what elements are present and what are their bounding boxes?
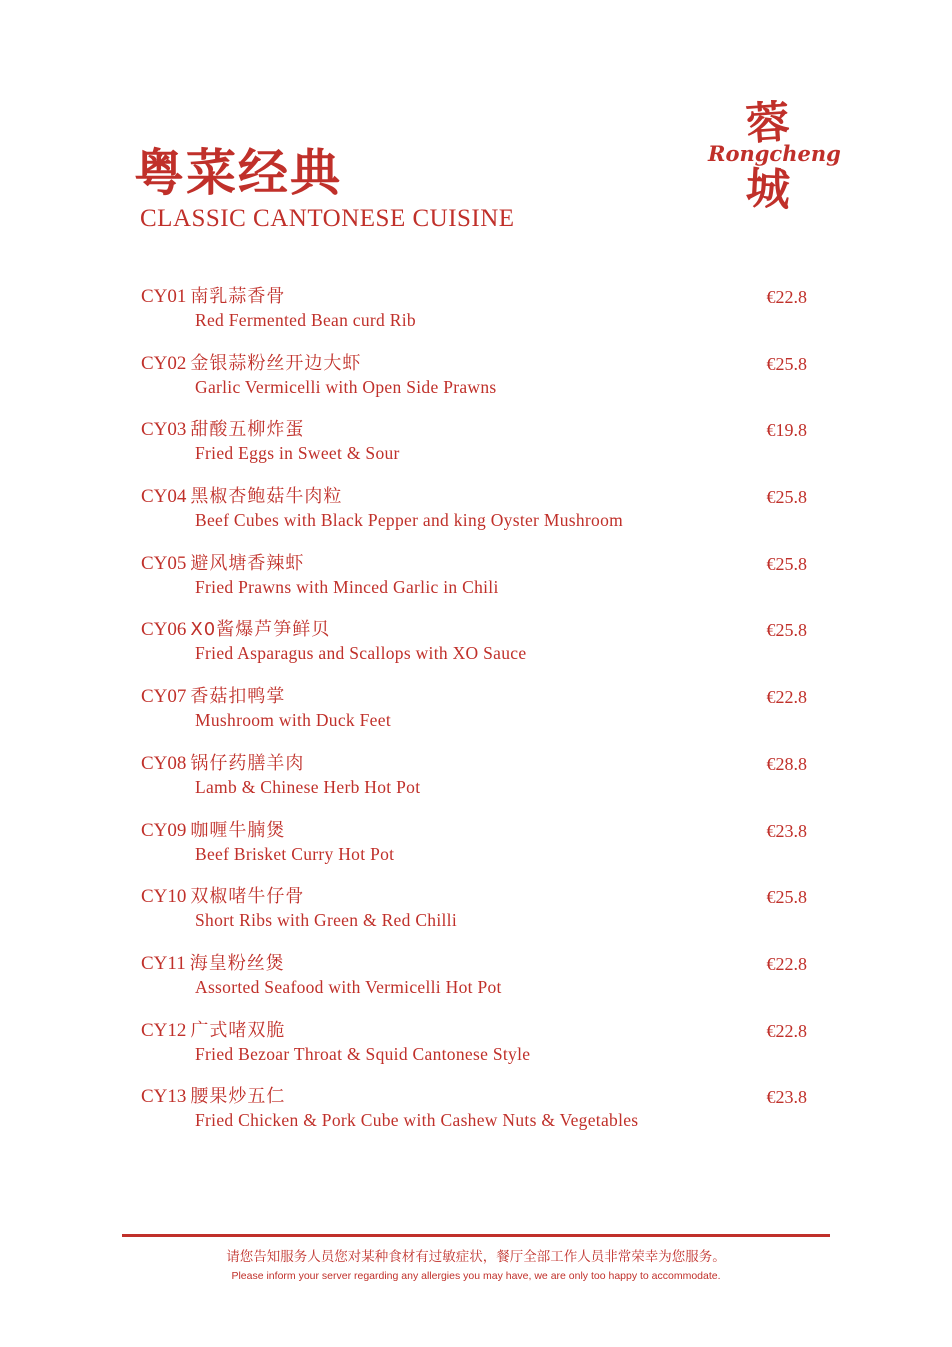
item-price: €22.8 (766, 1020, 807, 1041)
item-name-english: Fried Prawns with Minced Garlic in Chili (195, 576, 499, 597)
menu-item (141, 951, 831, 1018)
item-name-chinese: 海皇粉丝煲 (189, 952, 285, 974)
item-code: CY02 (141, 352, 187, 374)
item-name-english: Fried Asparagus and Scallops with XO Sauce (195, 643, 527, 664)
item-name-english: Red Fermented Bean curd Rib (195, 310, 416, 330)
menu-list (141, 284, 831, 1151)
footer-divider (122, 1234, 830, 1237)
menu-item (141, 818, 831, 885)
item-code: CY10 (141, 886, 187, 908)
item-name-chinese: 南乳蒜香骨 (190, 286, 286, 307)
item-code: CY09 (141, 819, 187, 841)
item-name-english: Mushroom with Duck Feet (195, 710, 391, 731)
item-code: CY03 (141, 419, 187, 441)
item-name-chinese: X0酱爆芦笋鲜贝 (190, 619, 331, 641)
item-name-english: Short Ribs with Green & Red Chilli (195, 910, 458, 931)
item-code: CY13 (141, 1086, 187, 1108)
item-name-chinese: 避风塘香辣虾 (190, 552, 305, 574)
allergy-notice-english: Please inform your server regarding any allergies you may have, we are only too happy to accommodate. (231, 1270, 721, 1282)
item-name-chinese: 香菇扣鸭掌 (190, 686, 286, 708)
item-code: CY12 (141, 1019, 187, 1041)
item-price: €22.8 (766, 953, 807, 974)
item-name-chinese: 咖喱牛腩煲 (190, 819, 286, 841)
menu-item (141, 684, 831, 751)
item-name-chinese: 腰果炒五仁 (190, 1086, 286, 1108)
item-code: CY11 (141, 952, 186, 974)
menu-item (141, 617, 831, 684)
item-code: CY06 (141, 619, 187, 641)
item-price: €25.8 (766, 620, 807, 641)
item-price: €25.8 (766, 353, 807, 374)
allergy-notice-chinese: 请您告知服务人员您对某种食材有过敏症状，餐厅全部工作人员非常荣幸为您服务。 (226, 1249, 726, 1265)
item-code: CY01 (141, 286, 187, 307)
item-price: €23.8 (766, 820, 807, 841)
menu-item (141, 751, 831, 818)
item-name-chinese: 甜酸五柳炸蛋 (190, 419, 305, 441)
logo-bottom-character: 城 (744, 162, 792, 217)
item-price: €23.8 (766, 1087, 807, 1108)
menu-item (141, 484, 831, 551)
item-price: €19.8 (766, 420, 807, 441)
menu-item (141, 1018, 831, 1085)
item-code: CY04 (141, 486, 187, 508)
item-code: CY05 (141, 552, 187, 574)
item-name-english: Fried Chicken & Pork Cube with Cashew Nuts & Vegetables (195, 1110, 639, 1131)
item-name-chinese: 双椒啫牛仔骨 (190, 886, 305, 908)
item-name-chinese: 广式啫双脆 (190, 1019, 286, 1041)
item-code: CY08 (141, 752, 187, 774)
item-name-english: Assorted Seafood with Vermicelli Hot Pot (195, 976, 502, 997)
item-price: €22.8 (766, 687, 807, 708)
page-title-english: CLASSIC CANTONESE CUISINE (140, 205, 515, 232)
item-name-chinese: 锅仔药膳羊肉 (190, 752, 305, 774)
item-name-chinese: 金银蒜粉丝开边大虾 (190, 352, 362, 374)
item-code: CY07 (141, 686, 187, 708)
menu-item (141, 551, 831, 618)
item-price: €25.8 (766, 553, 807, 574)
page-title-chinese: 粤菜经典 (134, 144, 342, 202)
item-price: €25.8 (766, 887, 807, 908)
logo-script-text: Rongcheng (708, 141, 841, 166)
item-price: €22.8 (766, 287, 807, 307)
item-name-english: Beef Cubes with Black Pepper and king Oyster Mushroom (195, 510, 624, 531)
logo-top-character: 蓉 (744, 96, 792, 151)
restaurant-logo (708, 96, 841, 235)
menu-item (141, 417, 831, 484)
item-name-english: Fried Eggs in Sweet & Sour (195, 443, 400, 464)
item-name-english: Lamb & Chinese Herb Hot Pot (195, 776, 421, 797)
item-price: €25.8 (766, 487, 807, 508)
item-name-english: Fried Bezoar Throat & Squid Cantonese Style (195, 1043, 531, 1064)
menu-item (141, 351, 831, 418)
item-name-english: Beef Brisket Curry Hot Pot (195, 843, 395, 864)
item-price: €28.8 (766, 753, 807, 774)
menu-item (141, 284, 831, 351)
item-name-english: Garlic Vermicelli with Open Side Prawns (195, 376, 497, 397)
item-name-chinese: 黑椒杏鲍菇牛肉粒 (190, 486, 343, 508)
menu-item (141, 884, 831, 951)
menu-item (141, 1084, 831, 1151)
